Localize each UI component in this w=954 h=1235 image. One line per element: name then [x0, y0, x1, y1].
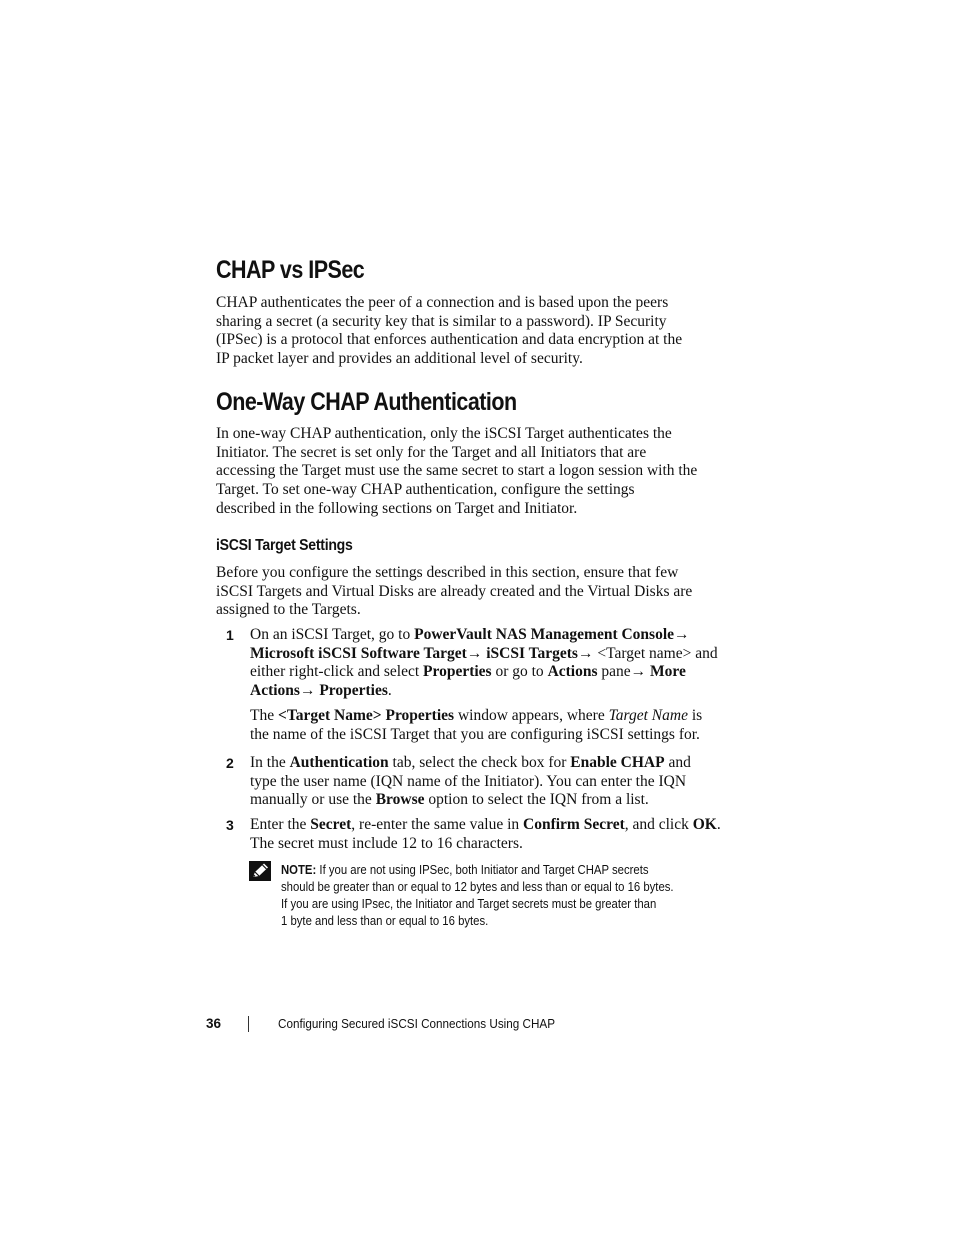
text-line: 1 byte and less than or equal to 16 bytes.	[281, 914, 489, 928]
text-line: iSCSI Targets and Virtual Disks are already created and the Virtual Disks are	[216, 582, 693, 600]
note-callout	[281, 862, 713, 930]
text-line: assigned to the Targets.	[216, 601, 361, 619]
ui-path-label: More	[650, 663, 686, 681]
arrow-text: →	[674, 626, 690, 643]
step-number: 3	[226, 817, 234, 833]
step-1-text	[250, 626, 718, 701]
ui-field-label: Confirm Secret	[523, 816, 625, 833]
section-heading-chap-vs-ipsec: CHAP vs IPSec	[216, 256, 365, 284]
text-fragment: manually or use the	[250, 791, 376, 809]
text-fragment: .	[716, 816, 721, 833]
text-fragment: Enter the	[250, 816, 311, 833]
subsection-heading-target-settings: iSCSI Target Settings	[216, 537, 353, 554]
text-line: Target. To set one-way CHAP authentication, configure the settings	[216, 481, 635, 499]
page-number: 36	[206, 1016, 222, 1031]
text-line	[250, 682, 718, 701]
text-fragment: , re-enter the same value in	[351, 816, 524, 833]
ui-button-label: Browse	[375, 791, 425, 809]
text-line	[250, 626, 718, 645]
ui-path-label: Actions	[250, 682, 300, 700]
text-line: If you are using IPsec, the Initiator and Target secrets must be greater than	[281, 897, 657, 911]
text-fragment: pane→	[597, 663, 651, 681]
text-line	[250, 645, 718, 664]
text-fragment: , and click	[624, 816, 693, 833]
paragraph-target-settings	[216, 564, 692, 620]
text-fragment: If you are not using IPSec, both Initiator and Target CHAP secrets	[316, 863, 649, 877]
arrow-text: →	[466, 644, 487, 662]
text-fragment: In the	[250, 754, 290, 771]
text-fragment: is	[687, 707, 703, 724]
text-line: sharing a secret (a security key that is similar to a password). IP Security	[216, 312, 667, 330]
ui-path-label: Actions	[547, 663, 598, 681]
step-1-result	[250, 707, 702, 744]
ui-path-label: Properties	[319, 682, 388, 700]
text-line: Initiator. The secret is set only for the Target and all Initiators that are	[216, 443, 647, 461]
ui-field-label: Secret	[310, 816, 352, 833]
text-fragment: On an iSCSI Target, go to	[250, 626, 415, 643]
variable-name: Target Name	[608, 707, 688, 724]
text-line: In one-way CHAP authentication, only the iSCSI Target authenticates the	[216, 425, 672, 442]
arrow-text: →	[299, 682, 320, 700]
paragraph-one-way-chap	[216, 425, 697, 519]
text-fragment: and	[664, 754, 691, 771]
ui-path-label: Microsoft iSCSI Software Target	[250, 644, 467, 662]
ui-button-label: OK	[692, 816, 717, 833]
ui-path-label: PowerVault NAS Management Console	[414, 626, 675, 643]
text-fragment: window appears, where	[454, 707, 609, 724]
window-name: <Target Name> Properties	[277, 707, 455, 724]
text-line	[281, 862, 713, 879]
text-fragment: either right-click and select	[250, 663, 424, 681]
text-fragment: .	[387, 682, 392, 700]
text-fragment: The	[250, 707, 278, 724]
text-line: CHAP authenticates the peer of a connection and is based upon the peers	[216, 294, 669, 311]
paragraph-chap-vs-ipsec	[216, 294, 682, 369]
text-line	[250, 791, 691, 810]
text-fragment: → <Target name> and	[577, 644, 718, 662]
ui-path-label: Properties	[423, 663, 492, 681]
text-fragment: option to select the IQN from a list.	[424, 791, 649, 809]
note-pencil-icon	[249, 861, 271, 881]
section-heading-one-way-chap: One-Way CHAP Authentication	[216, 388, 517, 416]
text-line: The secret must include 12 to 16 characters.	[250, 834, 523, 852]
note-label: NOTE:	[281, 863, 317, 877]
text-line: the name of the iSCSI Target that you are configuring iSCSI settings for.	[250, 725, 700, 743]
text-fragment: or go to	[491, 663, 548, 681]
step-2-text	[250, 754, 691, 810]
text-line: described in the following sections on Target and Initiator.	[216, 499, 578, 517]
step-3-text	[250, 816, 721, 853]
text-line	[250, 754, 691, 773]
text-line: type the user name (IQN name of the Initiator). You can enter the IQN	[250, 772, 687, 790]
text-line: accessing the Target must use the same secret to start a logon session with the	[216, 462, 698, 480]
step-number: 1	[226, 627, 234, 643]
step-number: 2	[226, 755, 234, 771]
footer-divider	[248, 1016, 249, 1032]
text-line	[250, 707, 702, 726]
text-line: (IPSec) is a protocol that enforces authentication and data encryption at the	[216, 331, 683, 349]
running-footer-title: Configuring Secured iSCSI Connections Using CHAP	[278, 1016, 556, 1031]
text-line	[250, 816, 721, 835]
ui-tab-label: Authentication	[289, 754, 389, 771]
text-line	[250, 663, 718, 682]
ui-path-label: iSCSI Targets	[486, 644, 578, 662]
text-line: Before you configure the settings described in this section, ensure that few	[216, 564, 679, 581]
text-fragment: tab, select the check box for	[388, 754, 571, 771]
text-line: should be greater than or equal to 12 bytes and less than or equal to 16 bytes.	[281, 880, 674, 894]
text-line: IP packet layer and provides an additional level of security.	[216, 350, 583, 368]
ui-checkbox-label: Enable CHAP	[570, 754, 665, 771]
